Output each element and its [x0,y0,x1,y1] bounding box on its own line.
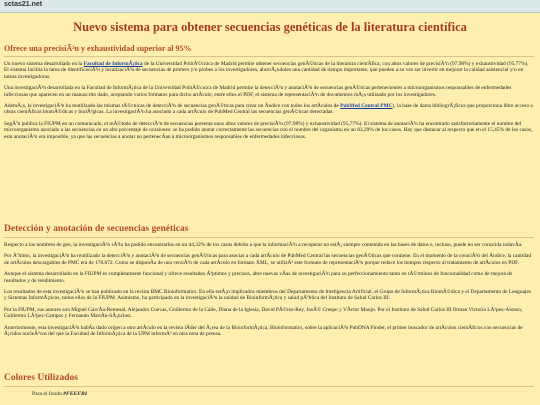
divider [4,386,534,387]
page-title: Nuevo sistema para obtener secuencias genéticas de la literatura científica [73,20,467,34]
section-heading-colores: Colores Utilizados [4,373,78,383]
section-heading-precision: Ofrece una precisiÃ³n y exhaustividad superior al 95% [4,44,192,53]
paragraph [4,61,534,80]
paragraph: Respecto a los nombres de gen, la investigaciÃ³n sÃ³lo ha podido encontrarlos en un 44,32% de los casos debido a que la informaciÃ³n a recuperar no estÃ¡ siempre contenida en las bases de datos e, incluso, puede no ser conocida todavÃa. [4,242,523,248]
link-pubmed-central[interactable]: PubMed Central PMC [340,103,393,110]
link-facultad-informatica[interactable]: Facultad de InformÃ¡tica [83,61,143,67]
color-value: #FEEFB1 [63,391,88,397]
paragraph: SegÃºn publica la FIUPM en un comunicado, el mÃ©todo de detecciÃ³n de secuencias presenta unos altos valores de precisiÃ³n (97,98%) y exhaustividad (95,77%). El sistema de anotaciÃ³n ha encontrado satisfactoriamente el nombre del microorganismo asociado a las secuencias en un alto porcentaje de ocasiones: se ha podido anotar correctamente las secuencias con el nombre del organismo en un 83,29% de los casos. Hay que destacar al respecto que en el 15,45% de los casos, esta anotaciÃ³n era imposible, ya que las secuencias a anotar no pertenecÃan a microorganismos responsables de enfermedades infecciosas. [4,120,533,140]
color-label: Para el fondo [32,391,62,397]
paragraph: Aunque el sistema desarrollado en la FIUPM es completamente funcional y ofrece resultados Ã³ptimos y precisos, abre nuevas vÃas de investigaciÃ³n para su perfeccionamiento tanto en tÃ©rminos de funcionalidad como de mejora de resultados y de rendimiento. [4,271,513,284]
text: Un nuevo sistema desarrollado en la [4,61,83,67]
site-name[interactable]: sctas21.net [4,1,43,8]
paragraph: Anteriormente, esta investigaciÃ³n habÃa dado origen a otro artÃculo en la revista lÃder del Ã¡rea de la BioinformÃ¡tica, Bioinformatics, sobre la aplicaciÃ³n PubDNA Finder, el primer buscador de artÃculos cientÃficos con secuencias de Ã¡cidos nucleÃ³cos del que la Facultad de InformÃ¡tica de la UPM informÃ³ en otra nota de prensa. [4,324,523,338]
text: de la Universidad PolitÃ©cnica de Madrid permite obtener secuencias genÃ©ticas de la literatura cientÃfica, con altos valores de precisiÃ³n (97,98%) y exhaustividad (95,77%). El sistema facilita la tarea de identificaciÃ³n y localizaciÃ³n de secuencias de primers y/o probes a los investigadores, ahorrÃ¡ndoles una cantidad de tiempo importante, que pueden a su vez ser invertir en mejorar la calidad asistencial y/o en tareas investigadoras. [4,61,529,80]
section-precision [4,44,534,145]
section-colores [4,373,534,402]
top-bar [0,0,540,13]
divider [4,56,534,57]
paragraph: Una investigaciÃ³n desarrollada en la Facultad de InformÃ¡tica de la Universidad PolitÃ©cnica de Madrid permite la detecciÃ³n y anotaciÃ³n de secuencias genÃ©ticas pertenecientes a microorganismos responsables de enfermedades infecciosas que aparecen en un manuscrito dado, aceptando varios formatos para dicho artÃculo, entre ellos el PDF, el sistema de representaciÃ³n de documentos mÃ¡s utilizado por los investigadores. [4,85,512,98]
paragraph: Por la FIUPM, sus autores son Miguel GarcÃa-Remesal, Alejandro Cuevas, Guillermo de la Calle, Diana de la Iglesia, David PÃ©rez-Rey, JosÃ© Crespo y VÃctor Maojo. Por el Instituto de Salud Carlos III firman Victoria LÃ³pez-Alonso, Guillermo LÃ³pez-Campos y Fernando MartÃn-SÃ¡nchez. [4,306,523,320]
text: AdemÃ¡s, la investigaciÃ³n ha reutilizado las mismas tÃ©cnicas de detecciÃ³n de secuencias genÃ©ticas para crear un Ãndice con todos los artÃculos de [4,103,339,110]
paragraph [4,103,534,116]
paragraph: Por Ãºltimo, la investigaciÃ³n ha reutilizado la detecciÃ³n y anotaciÃ³n de secuencias genÃ©ticas para asociar a cada artÃculo de PubMed Central las secuencias genÃ©ticas que contiene. En el momento de la creaciÃ³n del Ãndice, la cantidad de artÃculos descargables de PMC era de 176.672. Como se disponÃa de una versiÃ³n de cada artÃculo en formato XML, se utilizÃ³ este formato de representaciÃ³n porque reduce los tiempos respecto al tratamiento de artÃculos en PDF. [4,253,532,266]
paragraph: Los resultados de esta investigaciÃ³n se han publicado en la revista BMC Bioinformatics. En ella estÃ¡n implicados miembros del Departamento de Inteligencia Artificial, el Grupo de InformÃ¡tica BiomÃ©dica y el Departamento de Lenguajes y Sistemas InformÃ¡ticos, todos ellos de la FIUPM. Asimismo, ha participado en la investigaciÃ³n la unidad de BioinformÃ¡tica y salud pÃºblica del Instituto de Salud Carlos III. [4,289,531,302]
divider [4,237,534,238]
section-deteccion [4,224,534,342]
color-entry [32,391,534,397]
text: ), la base de datos bibliogrÃ¡ficos que proporciona libre acceso a obras cientÃficas biomÃ©dicas y biolÃ³gicas. La investigaciÃ³n ha asociado a cada artÃculo de PubMed Central las secuencias genÃ©ticas detectadas. [4,103,533,116]
section-heading-deteccion: Detección y anotación de secuencias genéticas [4,224,189,234]
